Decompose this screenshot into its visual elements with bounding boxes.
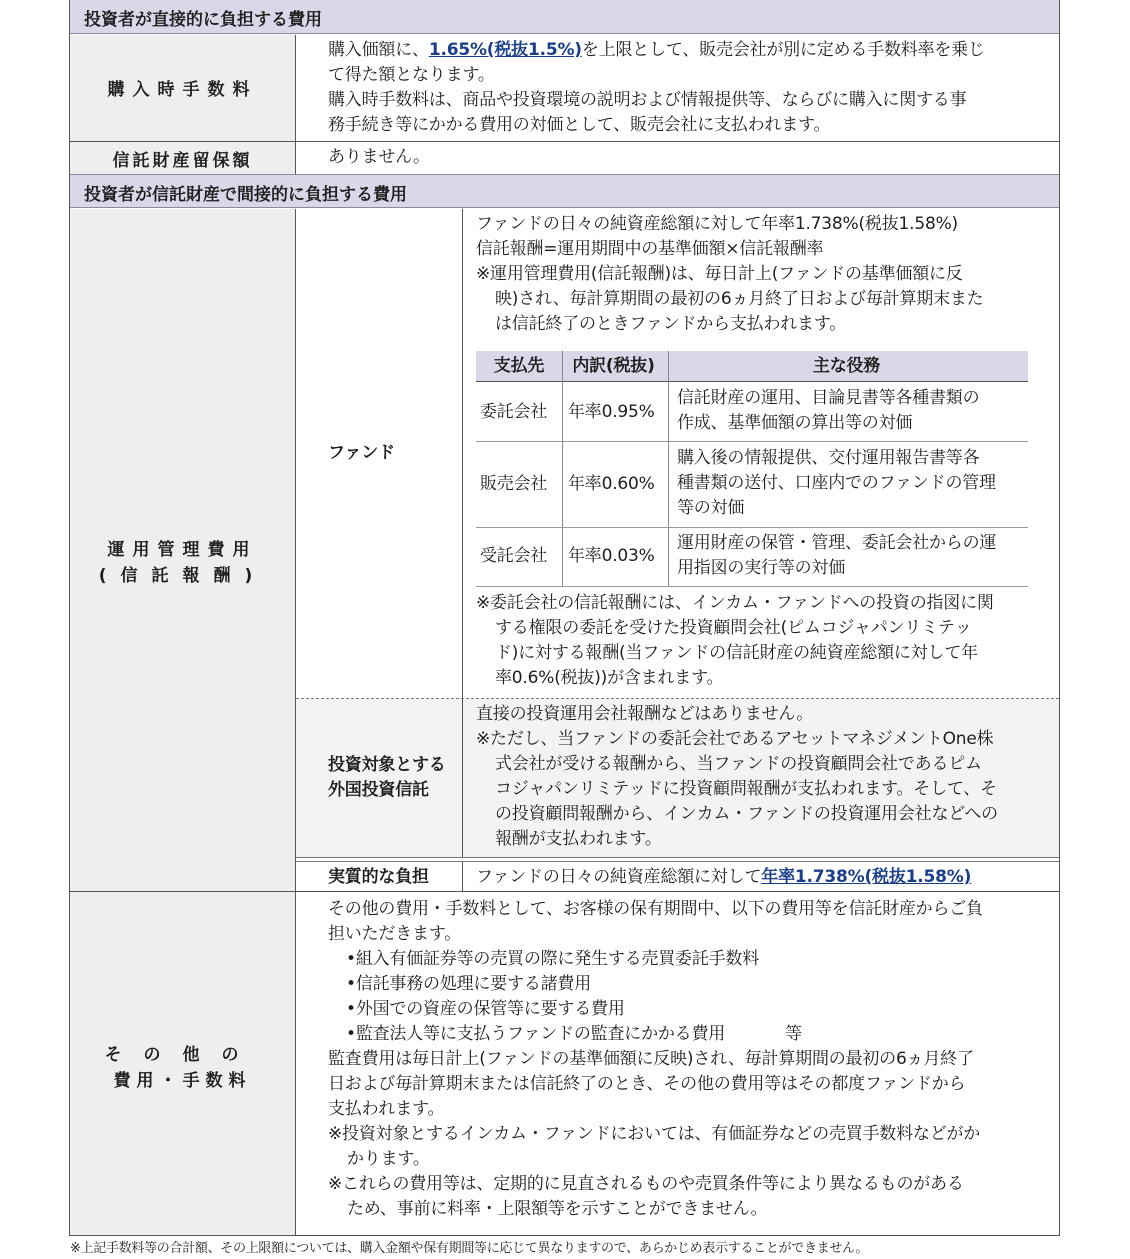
text: 種書類の送付、口座内でのファンドの管理 xyxy=(677,473,996,493)
effective-burden-label: 実質的な負担 xyxy=(328,867,429,887)
text: 日および毎計算期末または信託終了のとき、その他の費用等はその都度ファンドから xyxy=(328,1074,966,1094)
purchase-fee-label-cell xyxy=(70,35,295,141)
text: •組入有価証券等の売買の際に発生する売買委託手数料 xyxy=(346,949,760,969)
retention-label: 信託財産留保額 xyxy=(112,151,253,171)
text: •監査法人等に支払うファンドの監査にかかる費用 xyxy=(346,1024,726,1044)
text: ※委託会社の信託報酬には、インカム・ファンドへの投資の指図に関 xyxy=(476,593,994,613)
text: ※投資対象とするインカム・ファンドにおいては、有価証券などの売買手数料などがか xyxy=(328,1124,981,1144)
rate-trustor: 年率0.95% xyxy=(568,402,655,422)
text: •信託事務の処理に要する諸費用 xyxy=(346,974,592,994)
text: かります。 xyxy=(347,1149,430,1169)
fund-description xyxy=(476,212,983,337)
role-distributor xyxy=(677,446,996,521)
other-fees-label-sub: 費用・手数料 xyxy=(113,1071,252,1091)
text: ため、事前に料率・上限額等を示すことができません。 xyxy=(347,1199,768,1219)
rate-distributor: 年率0.60% xyxy=(568,474,655,494)
text: 直接の投資運用会社報酬などはありません。 xyxy=(476,704,814,724)
text: の投資顧問報酬から、インカム・ファンドの投資運用会社などへの xyxy=(495,804,998,824)
text: を上限として、販売会社が別に定める手数料率を乗じ xyxy=(581,40,985,60)
text: 担いただきます。 xyxy=(328,924,462,944)
text: 等 xyxy=(785,1024,802,1044)
divider xyxy=(295,892,296,1235)
effective-burden-rate: 年率1.738%(税抜1.58%) xyxy=(761,867,972,887)
divider xyxy=(296,857,1059,858)
divider xyxy=(476,441,1028,442)
divider xyxy=(295,35,296,141)
text: 式会社が受ける報酬から、当ファンドの投資顧問会社であるピム xyxy=(495,754,982,774)
table-right-border xyxy=(1059,0,1060,1236)
divider xyxy=(476,586,1028,587)
retention-value: ありません。 xyxy=(328,147,430,167)
text: 報酬が支払われます。 xyxy=(495,829,662,849)
text: 支払われます。 xyxy=(328,1099,445,1119)
divider xyxy=(295,142,296,174)
text: 購入後の情報提供、交付運用報告書等各 xyxy=(677,448,980,468)
text: ※ただし、当ファンドの委託会社であるアセットマネジメントOne株 xyxy=(476,729,994,749)
other-fees-label: その他の xyxy=(104,1045,261,1065)
text: 映)され、毎計算期間の最初の6ヵ月終了日および毎計算期末また xyxy=(495,289,984,309)
text: 率0.6%(税抜))が含まれます。 xyxy=(495,668,724,688)
text: 等の対価 xyxy=(677,498,745,518)
text: ※運用管理費用(信託報酬)は、毎日計上(ファンドの基準価額に反 xyxy=(476,264,963,284)
divider xyxy=(462,699,463,857)
purchase-fee-text xyxy=(328,38,985,138)
mgmt-fee-label-cell xyxy=(70,209,295,891)
text: 務手続き等にかかる費用の対価として、販売会社に支払われます。 xyxy=(328,115,831,135)
purchase-fee-label: 購入時手数料 xyxy=(107,80,258,100)
divider xyxy=(69,1235,1060,1236)
text: 用指図の実行等の対価 xyxy=(677,558,845,578)
purchase-fee-rate: 1.65%(税抜1.5%) xyxy=(428,40,582,60)
effective-burden-text xyxy=(476,865,971,890)
text: 購入価額に、 xyxy=(328,40,429,60)
payee-trustee: 受託会社 xyxy=(480,546,548,566)
text: 運用財産の保管・管理、委託会社からの運 xyxy=(677,533,997,553)
text: その他の費用・手数料として、お客様の保有期間中、以下の費用等を信託財産からご負 xyxy=(328,899,983,919)
divider xyxy=(296,861,1059,862)
text: コジャパンリミテッドに投資顧問報酬が支払われます。そして、そ xyxy=(495,779,997,799)
text: ファンドの日々の純資産総額に対して xyxy=(476,867,762,887)
mgmt-fee-label: 運用管理費用 xyxy=(107,540,258,560)
fund-label: ファンド xyxy=(328,443,395,463)
divider xyxy=(462,862,463,891)
text: 内訳(税抜) xyxy=(572,356,655,376)
fee-breakdown-header xyxy=(476,351,1028,381)
divider xyxy=(476,527,1028,528)
divider xyxy=(562,351,563,586)
direct-cost-header-text: 投資者が直接的に負担する費用 xyxy=(84,10,322,30)
indirect-cost-header-text: 投資者が信託財産で間接的に負担する費用 xyxy=(84,185,407,205)
text: 信託財産の運用、目論見書等各種書類の xyxy=(677,388,980,408)
text: て得た額となります。 xyxy=(328,65,495,85)
text: 支払先 xyxy=(493,356,545,376)
text: は信託終了のときファンドから支払われます。 xyxy=(495,314,847,334)
rate-trustee: 年率0.03% xyxy=(568,546,655,566)
payee-trustor: 委託会社 xyxy=(480,402,548,422)
fund-note-advisor xyxy=(476,591,994,691)
other-fees-label-cell xyxy=(70,892,295,1235)
text: •外国での資産の保管等に要する費用 xyxy=(346,999,625,1019)
indirect-cost-header xyxy=(70,174,1059,208)
role-trustor xyxy=(677,386,979,436)
text: 監査費用は毎日計上(ファンドの基準価額に反映)され、毎計算期間の最初の6ヵ月終了 xyxy=(328,1049,974,1069)
footnote: ※上記手数料等の合計額、その上限額については、購入金額や保有期間等に応じて異なりますので、あらかじめ表示することができません。 xyxy=(70,1241,869,1256)
text: 主な役務 xyxy=(812,356,881,376)
divider xyxy=(476,381,1028,382)
text: 購入時手数料は、商品や投資環境の説明および情報提供等、ならびに購入に関する事 xyxy=(328,90,967,110)
foreign-trust-text xyxy=(476,702,998,852)
text: する権限の委託を受けた投資顧問会社(ピムコジャパンリミテッ xyxy=(495,618,972,638)
role-trustee xyxy=(677,531,996,581)
text: ド)に対する報酬(当ファンドの信託財産の純資産総額に対して年 xyxy=(495,643,978,663)
text: 作成、基準価額の算出等の対価 xyxy=(677,413,913,433)
text: 信託報酬=運用期間中の基準価額×信託報酬率 xyxy=(476,239,824,259)
text: 投資対象とする xyxy=(328,755,446,775)
text: ※これらの費用等は、定期的に見直されるものや売買条件等により異なるものがある xyxy=(328,1174,964,1194)
text: ファンドの日々の純資産総額に対して年率1.738%(税抜1.58%) xyxy=(476,214,958,234)
text: 外国投資信託 xyxy=(328,780,429,800)
divider xyxy=(668,351,669,586)
foreign-trust-label xyxy=(328,753,446,803)
retention-label-cell xyxy=(70,142,295,174)
payee-distributor: 販売会社 xyxy=(480,474,548,494)
direct-cost-header xyxy=(70,0,1059,34)
other-fees-text xyxy=(328,897,983,1222)
divider xyxy=(462,209,463,698)
mgmt-fee-label-sub: (信託報酬) xyxy=(98,566,267,586)
